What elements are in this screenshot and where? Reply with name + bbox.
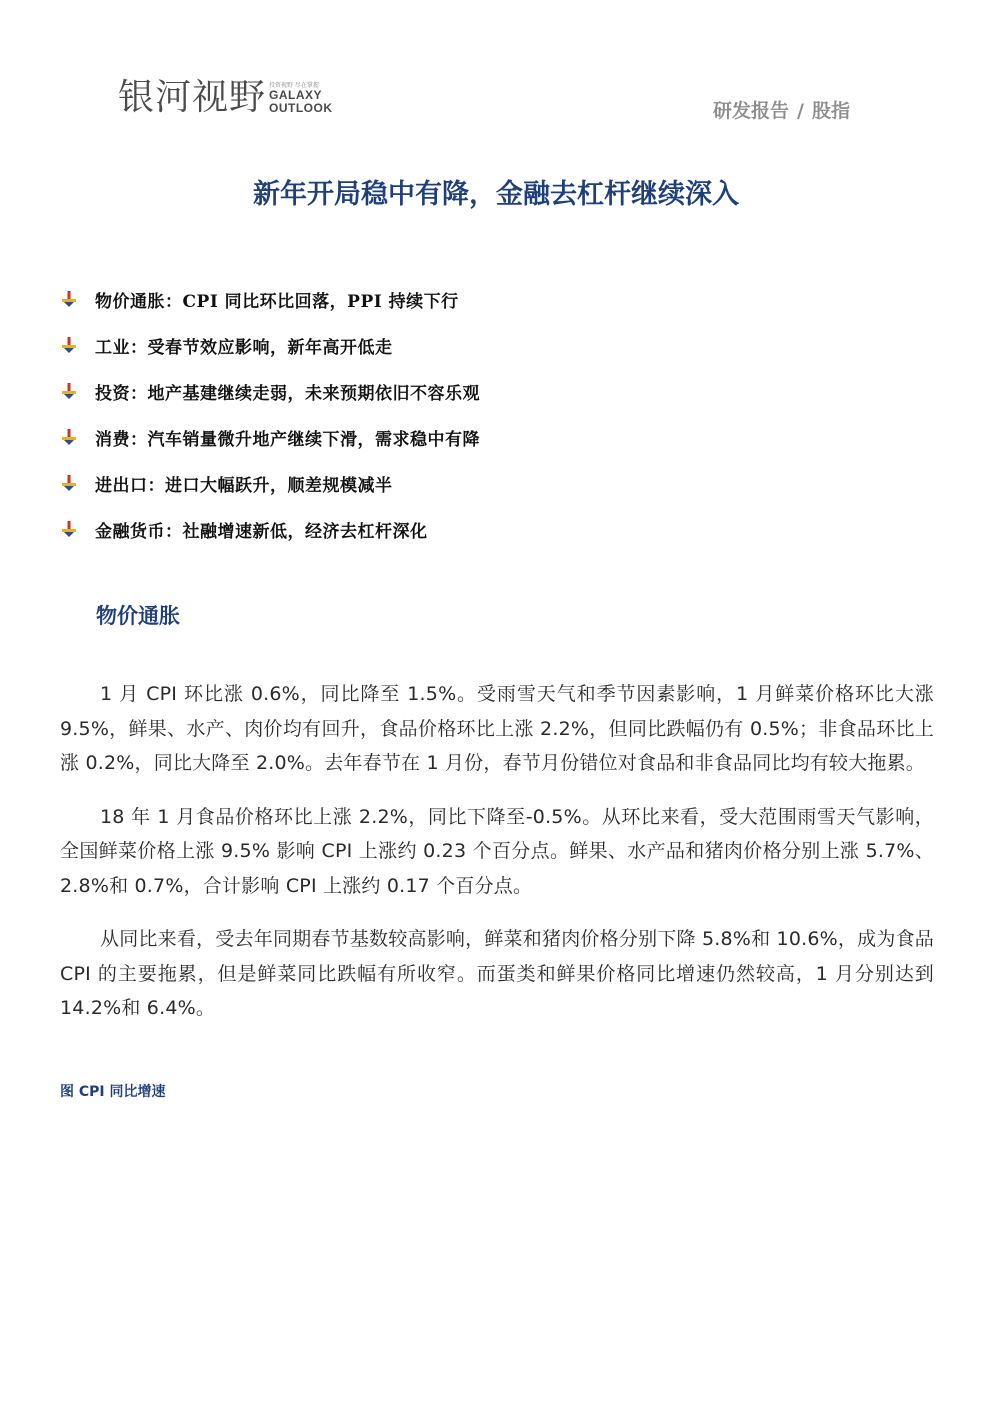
arrow-bullet-icon <box>60 336 78 354</box>
highlight-item <box>60 460 480 506</box>
paragraph: 1 月 CPI 环比涨 0.6%，同比降至 1.5%。受雨雪天气和季节因素影响，1 月鲜菜价格环比大涨 9.5%，鲜果、水产、肉价均有回升，食品价格环比上涨 2.2%，但同比跌幅仍有 0.5%；非食品环比上涨 0.2%，同比大降至 2.0%。去年春节在 1 月份，春节月份错位对食品和非食品同比均有较大拖累。 <box>60 683 934 774</box>
logo-en <box>269 82 333 115</box>
arrow-bullet-icon <box>60 382 78 400</box>
figure-caption: 图 CPI 同比增速 <box>60 1084 166 1100</box>
page-title: 新年开局稳中有降，金融去杠杆继续深入 <box>253 179 739 210</box>
report-type: 研发报告 <box>713 100 790 122</box>
paragraph: 从同比来看，受去年同期春节基数较高影响，鲜菜和猪肉价格分别下降 5.8%和 10.6%，成为食品 CPI 的主要拖累，但是鲜菜同比跌幅有所收窄。而蛋类和鲜果价格同比增速仍然较高，1 月分别达到 14.2%和 6.4%。 <box>60 928 934 1019</box>
highlight-item <box>60 414 480 460</box>
paragraph: 18 年 1 月食品价格环比上涨 2.2%，同比下降至-0.5%。从环比来看，受大范围雨雪天气影响，全国鲜菜价格上涨 9.5% 影响 CPI 上涨约 0.23 个百分点。鲜果、水产品和猪肉价格分别上涨 5.7%、2.8%和 0.7%，合计影响 CPI 上涨约 0.17 个百分点。 <box>60 805 934 897</box>
logo-en-line1: GALAXY <box>269 88 323 102</box>
highlight-text: 进出口：进口大幅跃升，顺差规模减半 <box>95 475 393 496</box>
logo-tagline: 投资视野 尽在掌握 <box>269 82 319 89</box>
highlight-text: 消费：汽车销量微升地产继续下滑，需求稳中有降 <box>95 429 480 450</box>
logo-en-line2: OUTLOOK <box>269 101 333 115</box>
report-type-label <box>713 96 850 123</box>
arrow-bullet-icon <box>60 520 78 538</box>
highlight-text: 工业：受春节效应影响，新年高开低走 <box>95 337 393 358</box>
report-category: 股指 <box>811 100 850 122</box>
highlight-text: 投资：地产基建继续走弱，未来预期依旧不容乐观 <box>95 383 480 404</box>
highlight-text: 物价通胀：CPI 同比环比回落，PPI 持续下行 <box>95 291 459 312</box>
highlights-list <box>60 276 480 552</box>
section-heading: 物价通胀 <box>96 604 180 628</box>
highlight-item <box>60 506 480 552</box>
arrow-bullet-icon <box>60 474 78 492</box>
separator: / <box>797 100 804 122</box>
section-body <box>60 677 934 1045</box>
highlight-item <box>60 322 480 368</box>
arrow-bullet-icon <box>60 428 78 446</box>
logo-cn: 银河视野 <box>118 77 267 118</box>
logo <box>118 78 333 118</box>
arrow-bullet-icon <box>60 290 78 308</box>
highlight-item <box>60 368 480 414</box>
highlight-item <box>60 276 480 322</box>
highlight-text: 金融货币：社融增速新低，经济去杠杆深化 <box>95 521 428 542</box>
